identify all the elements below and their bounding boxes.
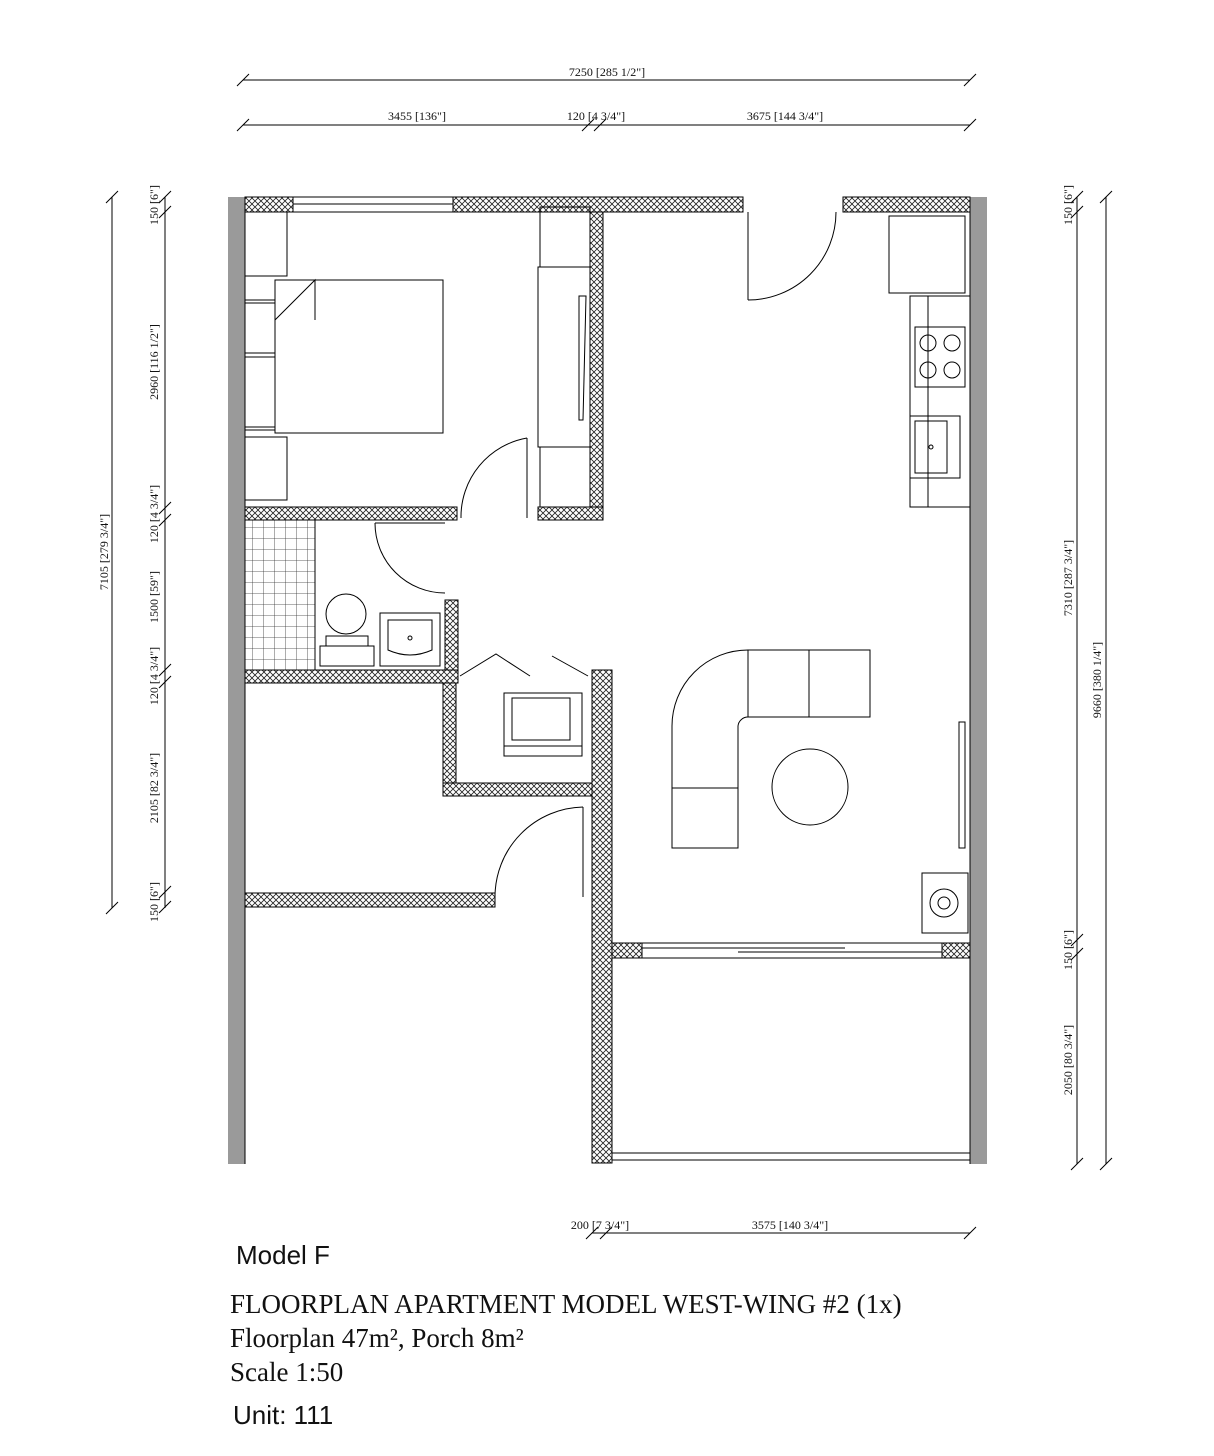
- tv-bedroom: [579, 296, 586, 420]
- toilet: [320, 594, 374, 666]
- closet-west-wall: [443, 683, 456, 783]
- dimension-top-total: [237, 65, 976, 86]
- nightstand-bottom: [245, 437, 287, 500]
- dim-left-total-label: 7105 [279 3/4"]: [97, 513, 111, 591]
- bedroom-door: [461, 438, 527, 518]
- bed: [245, 280, 443, 433]
- dim-right-seg4-label: 2050 [80 3/4"]: [1061, 1024, 1075, 1096]
- dimension-bottom: [571, 1218, 976, 1239]
- dim-top-right-label: 3675 [144 3/4"]: [746, 109, 824, 123]
- dim-bottom-left-label: 200 [7 3/4"]: [570, 1218, 630, 1232]
- sliding-door: [612, 943, 970, 958]
- shower-tiles: [245, 520, 315, 670]
- fireplace: [922, 873, 968, 933]
- dim-top-left-label: 3455 [136"]: [388, 109, 446, 123]
- dimension-left-segments: [147, 185, 171, 922]
- dim-left-seg3-label: 120 [4 3/4"]: [147, 484, 161, 544]
- dim-right-total-label: 9660 [380 1/4"]: [1090, 641, 1104, 719]
- dim-left-seg4-label: 1500 [59"]: [147, 571, 161, 623]
- kitchen-sink: [910, 416, 960, 478]
- dimension-right-total: [1090, 191, 1112, 1170]
- plan-title: FLOORPLAN APARTMENT MODEL WEST-WING #2 (1x): [230, 1289, 902, 1319]
- washing-machine: [504, 693, 582, 756]
- dimension-top-segments: [237, 109, 976, 131]
- fridge: [889, 216, 965, 293]
- cooktop: [915, 327, 965, 387]
- bathroom-sink: [380, 613, 440, 666]
- bedroom-east-wall: [590, 212, 603, 520]
- nightstand-top: [245, 212, 287, 276]
- closet-bifold-doors: [460, 654, 588, 676]
- sectional-sofa: [672, 650, 870, 848]
- bathroom-south-wall: [245, 670, 458, 683]
- room2-door: [495, 807, 583, 897]
- dim-right-seg2-label: 7310 [287 3/4"]: [1061, 539, 1075, 617]
- coffee-table: [772, 749, 848, 825]
- tv-living-room: [959, 722, 965, 848]
- dim-right-seg1-label: 150 [6"]: [1061, 185, 1075, 225]
- dim-top-total-label: 7250 [285 1/2"]: [568, 65, 646, 79]
- dim-right-seg3-label: 150 [6"]: [1061, 930, 1075, 970]
- dim-left-seg2-label: 2960 [116 1/2"]: [147, 324, 161, 400]
- dim-left-seg7-label: 150 [6"]: [147, 882, 161, 922]
- model-name: Model F: [236, 1240, 330, 1270]
- plan-area: Floorplan 47m², Porch 8m²: [230, 1323, 524, 1353]
- dim-top-mid-label: 120 [4 3/4"]: [566, 109, 626, 123]
- west-wall-shade: [228, 197, 245, 1164]
- dimension-right-segments: [1061, 185, 1083, 1170]
- dim-left-seg5-label: 120 [4 3/4"]: [147, 646, 161, 706]
- east-wall-shade: [970, 197, 987, 1164]
- dim-bottom-right-label: 3575 [140 3/4"]: [751, 1218, 829, 1232]
- unit-number: Unit: 111: [233, 1400, 334, 1430]
- kitchen-counter: [910, 296, 970, 507]
- bedroom-south-wall-east: [538, 507, 603, 520]
- dim-left-seg6-label: 2105 [82 3/4"]: [147, 752, 161, 824]
- north-wall: [245, 197, 970, 212]
- plan-scale: Scale 1:50: [230, 1357, 344, 1387]
- bedroom-south-wall-west: [245, 507, 457, 520]
- bathroom-door: [375, 523, 445, 593]
- room2-south-wall: [245, 893, 495, 907]
- wardrobe: [538, 207, 590, 507]
- dim-left-seg1-label: 150 [6"]: [147, 185, 161, 225]
- closet-south-wall: [443, 783, 603, 796]
- entry-door: [748, 212, 836, 300]
- porch-railing: [612, 1153, 970, 1160]
- dimension-left-total: [97, 191, 118, 914]
- porch-west-wall: [592, 670, 612, 1163]
